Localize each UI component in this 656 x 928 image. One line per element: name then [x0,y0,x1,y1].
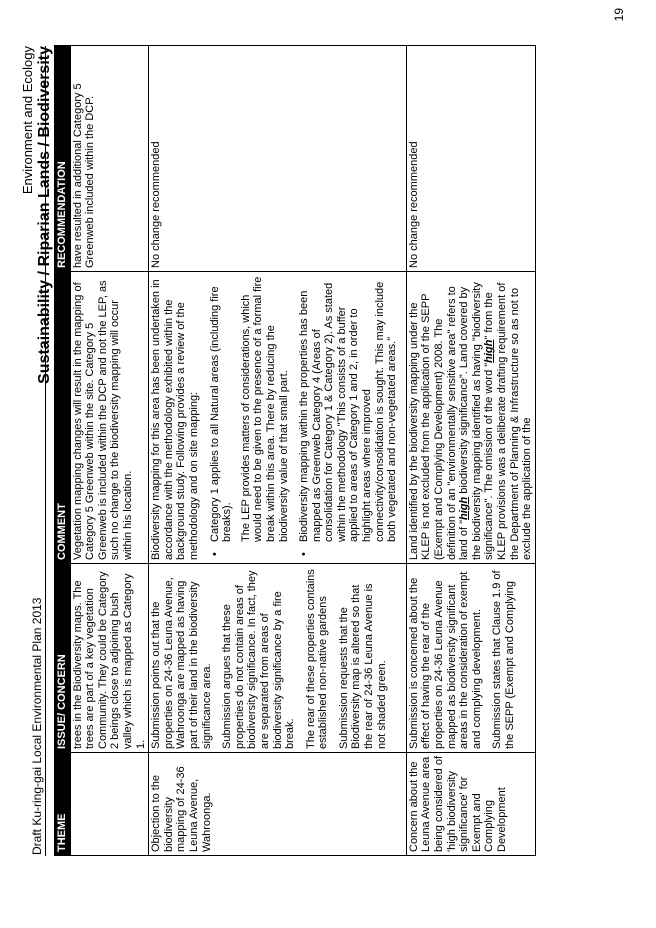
bullet-text: Biodiversity mapping within the properties has been mapped as Greenweb Category 4 (Areas of consolidation for Category 1 & Category 2). As stated within the methodology "This consists of a buffer applied to areas of Category 1 and 2, in order to highlight areas where improved connectivity/consolidation is sought. This may include both vegetated and non-vegetated areas." [298,281,399,542]
section-heading [20,46,54,384]
issue-paragraph: Submission is concerned about the effect of having the rear of the properties on 24-36 Leuna Avenue mapped as biodiversity significant areas in the consideration of exempt and complying development. [407,571,483,749]
issue-paragraph: Submission states that Clause 1.9 of the SEPP (Exempt and Complying [491,570,516,749]
comment-bullet-list [298,275,399,560]
comment-paragraph: Biodiversity mapping for this area has been undertaken in accordance with the methodology exhibited within the background study. Following provides a review of the methodology and on site mapping: [150,279,200,560]
comment-text: Land identified by the biodiversity mapping under the KLEP is not excluded from the application of the SEPP (Exempt and Complying Development) 2008. The definition of an "environmentally sensitive area" refers to land of " [407,286,471,560]
header-rule [45,46,46,856]
list-item [208,275,234,556]
theme-cell: Objection to the biodiversity mapping of 24-36 Leuna Avenue, Wahroonga. [149,753,407,856]
bullet-text: Category 1 applies to all Natural areas (including fire breaks). [208,286,234,542]
column-header-comment: COMMENT [55,272,71,564]
submissions-table [54,45,536,856]
comment-cell: Vegetation mapping changes will result in the mapping of Category 5 Greenweb within the site. Category 5 Greenweb is included within the DCP and not the LEP, as such no change to the biodiversity mapping will occur within his location. [70,272,149,564]
document-title: Draft Ku-ring-gai Local Environmental Plan 2013 [30,597,44,855]
theme-cell: Concern about the Leuna Avenue area being considered of 'high biodiversity significance' for Exempt and Complying Development [406,753,535,856]
page-number: 19 [612,8,626,22]
issue-cell [149,564,407,753]
list-item [298,275,399,556]
section-title: Sustainability / Riparian Lands / Biodiversity [36,46,53,384]
column-header-recommendation: RECOMMENDATION [55,46,71,272]
issue-paragraph: Submission requests that the Biodiversity map is altered so that the rear of 24-36 Leuna Avenue is not shaded green. [337,583,388,749]
table-row [406,46,535,856]
issue-paragraph: Submission points out that the properties on 24-36 Leuna Avenue, Wahroonga are mapped as having part of their land in the biodiversity significance area. [150,577,213,749]
recommendation-cell: have resulted in additional Category 5 Greenweb included within the DCP. [70,46,149,272]
theme-cell [70,753,149,856]
bullet-marker: • [298,552,311,556]
comment-text: " from the KLEP provisions was a deliberate drafting requirement of the Department of Planning & Infrastructure so as not to exclude the application of the [483,282,534,560]
comment-paragraph: The LEP provides matters of considerations, which would need to be given to the presence of a formal fire break within this area. There by reducing the biodiversity value of that small part. [239,276,290,542]
comment-bullet-list [209,275,234,560]
section-subtitle: Environment and Ecology [20,46,35,195]
comment-cell [406,272,535,564]
issue-paragraph: Submission argues that these properties do not contain areas of biodiversity significance. In fact, they are separated from areas of biodiversity significance by a fire break. [221,570,297,749]
issue-paragraph: The rear of these properties contains established non-native gardens [304,569,330,749]
table-row [149,46,407,856]
comment-cell [149,272,407,564]
emphasis-text: high [458,496,471,520]
table-row [70,46,149,856]
column-header-theme: THEME [55,753,71,856]
table-header-row [55,46,71,856]
emphasis-text: high [483,339,496,363]
issue-cell [406,564,535,753]
bullet-marker: • [208,552,221,556]
issue-cell: trees in the Biodiversity maps. The trees are part of a key vegetation Community. They could be Category 2 beings close to adjoining bush valley which is mapped as Category 1. [70,564,149,753]
comment-text: biodiversity significance". Land covered by the biodiversity mapping identified as having "biodiversity significance". The omission of the word " [458,282,496,560]
column-header-issue: ISSUE/ CONCERN [55,564,71,753]
recommendation-cell: No change recommended [149,46,407,272]
recommendation-cell: No change recommended [406,46,535,272]
